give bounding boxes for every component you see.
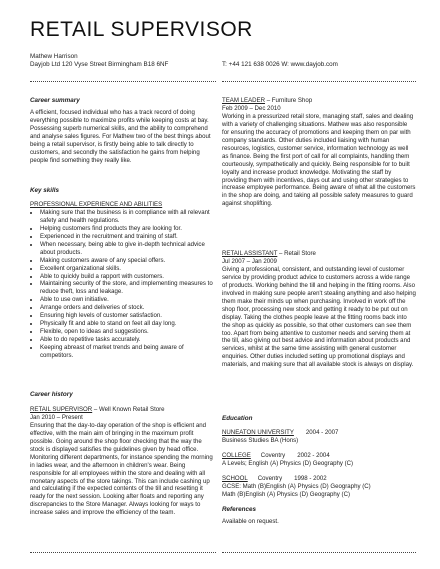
references-heading: References [222,505,256,513]
job2-company: – Furniture Shop [265,97,313,104]
divider-left-bottom [30,552,216,553]
candidate-contact: T: +44 121 638 0026 W: www.dayjob.com [222,61,338,68]
team-leader-section [222,97,416,208]
job1-title: RETAIL SUPERVISOR [30,405,93,413]
school-detail-gcse: GCSE: Math (B)English (A) Physics (D) Geography (C) [222,482,371,490]
divider-right-bottom [222,552,416,553]
career-summary-section [30,97,216,165]
job1-company: – Well Known Retail Store [92,405,165,413]
job3-text: Giving a professional, consistent, and outstanding level of customer service by providing product advice to customers across a wide range of products. Working behind the till and helping in the fitting rooms. Also involved in making sure people aren't stealing anything and also helping them make their minds up when purchasing. Involved in work off the shop floor, processing new stock and getting it ready to be put out on display. Taking the clothes people leave at the fitting rooms back into the shop as quickly as possible, so that other customers can see them too. Apart from being attentive to customer needs and serving them at the till, also giving out best advice and information about products and services, whilst at the same time assisting with general customer enquiries. Other duties included setting up promotional displays and materials, and making sure that all available stock is always on display. [222,265,416,369]
list-item: • Helping customers find products they are looking for. [40,225,216,233]
job1-dates: Jan 2010 – Present [30,413,83,421]
career-summary-heading: Career summary [30,97,80,104]
key-skills-section [30,187,216,360]
college-detail: A Levels; English (A) Physics (D) Geography (C) [222,459,354,467]
job1-text: Ensuring that the day-to-day operation of the shop is efficient and effective, with the main aim of bringing in the maximum profit possible. Going around the shop floor checking that the way the stock is displayed satisfies the guidelines given by head office. Monitoring different departments, for instance spending the morning in ladies wear, and the afternoon in children's wear. Being responsible for all employees within the store and dealing with all monetary aspects of the store takings. This can include cashing up and calculating if the expected contents of the till and resetting it ready for the next session. Looking after floats and reporting any discrepancies to the Store Manager. Always looking for ways to increase sales and improve the efficiency of the team. [30,421,213,517]
key-skills-heading: Key skills [30,187,60,194]
divider-right-top [222,81,416,82]
career-summary-text: A efficient, focused individual who has a track record of doing everything possible to maximize profits while keeping costs at bay. Possessing superb numerical skills, and the ability to comprehend and analyse sales figures. For Mathew two of the best things about being a retail supervisor, is firstly being able to talk directly to customers, and secondly the satisfaction he gains from helping people find something they really like. [30,108,211,164]
list-item: • Able to use own initiative. [40,296,216,304]
job3-title: RETAIL ASSISTANT [222,250,278,257]
job2-dates: Feb 2009 – Dec 2010 [222,104,281,112]
job3-company: – Retail Store [277,250,316,257]
list-item: • Excellent organizational skills. [40,265,216,273]
school-row [222,475,416,483]
list-item: • Experienced in the recruitment and training of staff. [40,233,216,241]
key-skills-subheading: PROFESSIONAL EXPERIENCE AND ABILITIES [30,200,163,208]
university-name: NUNEATON UNIVERSITY [222,428,294,436]
school-detail-2: Math (B)English (A) Physics (D) Geography (C) [222,490,351,498]
job2-title: TEAM LEADER [222,97,266,104]
school-name: SCHOOL [222,474,248,482]
list-item: • Maintaining security of the store, and implementing measures to reduce theft, loss and leakage. [40,280,216,296]
college-name: COLLEGE [222,451,251,459]
education-section [222,415,416,526]
list-item: • Able to do repetitive tasks accurately. [40,336,216,344]
list-item: • Keeping abreast of market trends and being aware of competitors. [40,344,216,360]
page-title: RETAIL SUPERVISOR [30,18,253,41]
job3-heading [222,250,416,258]
college-row [222,452,416,460]
references-text: Available on request. [222,517,279,525]
university-row [222,429,416,437]
job2-text: Working in a pressurized retail store, managing staff, sales and dealing with a variety of challenging situations. Mathew was also responsible for ensuring the accuracy of promotions and keeping them on par with company standards. Other duties included liaising with human resources, logistics, customer service, information technology as well as finance. Being the first port of call for all complaints, handling them courteously, sympathetically and quickly. Being responsible for to built loyalty and increase product knowledge. Motivating the staff by providing them with incentives, days out and using other strategies to increase employee performance. Being aware of what all the customers in the shop are doing, and taking all possible safety measures to guard against shoplifting. [222,112,416,208]
list-item: • Making customers aware of any special offers. [40,257,216,265]
list-item: • When necessary, being able to give in-depth technical advice about products. [40,241,216,257]
university-detail: Business Studies BA (Hons) [222,436,299,444]
college-dates: 2002 - 2004 [297,451,330,459]
candidate-address: Dayjob Ltd 120 Vyse Street Birmingham B18 6NF [30,61,169,68]
education-heading: Education [222,415,253,422]
college-location: Coventry [260,451,286,459]
list-item: • Physically fit and able to stand on feet all day long. [40,320,216,328]
job3-dates: Jul 2007 – Jan 2009 [222,257,277,265]
list-item: • Flexible, open to ideas and suggestions. [40,328,216,336]
list-item: • Arrange orders and deliveries of stock. [40,304,216,312]
list-item: • Ensuring high levels of customer satisfaction. [40,312,216,320]
school-dates: 1998 - 2002 [294,474,327,482]
list-item: • Able to quickly build a rapport with customers. [40,273,216,281]
career-history-section [30,391,216,517]
school-location: Coventry [257,474,283,482]
retail-assistant-section [222,250,416,369]
list-item: • Making sure that the business is in compliance with all relevant safety and health regulations. [40,209,216,225]
divider-left-top [30,81,216,82]
university-dates: 2004 - 2007 [305,428,339,436]
job2-heading [222,97,416,105]
candidate-name: Mathew Harrison [30,53,78,60]
key-skills-list [30,209,216,360]
career-history-heading: Career history [30,391,73,398]
job1-heading [30,406,216,414]
